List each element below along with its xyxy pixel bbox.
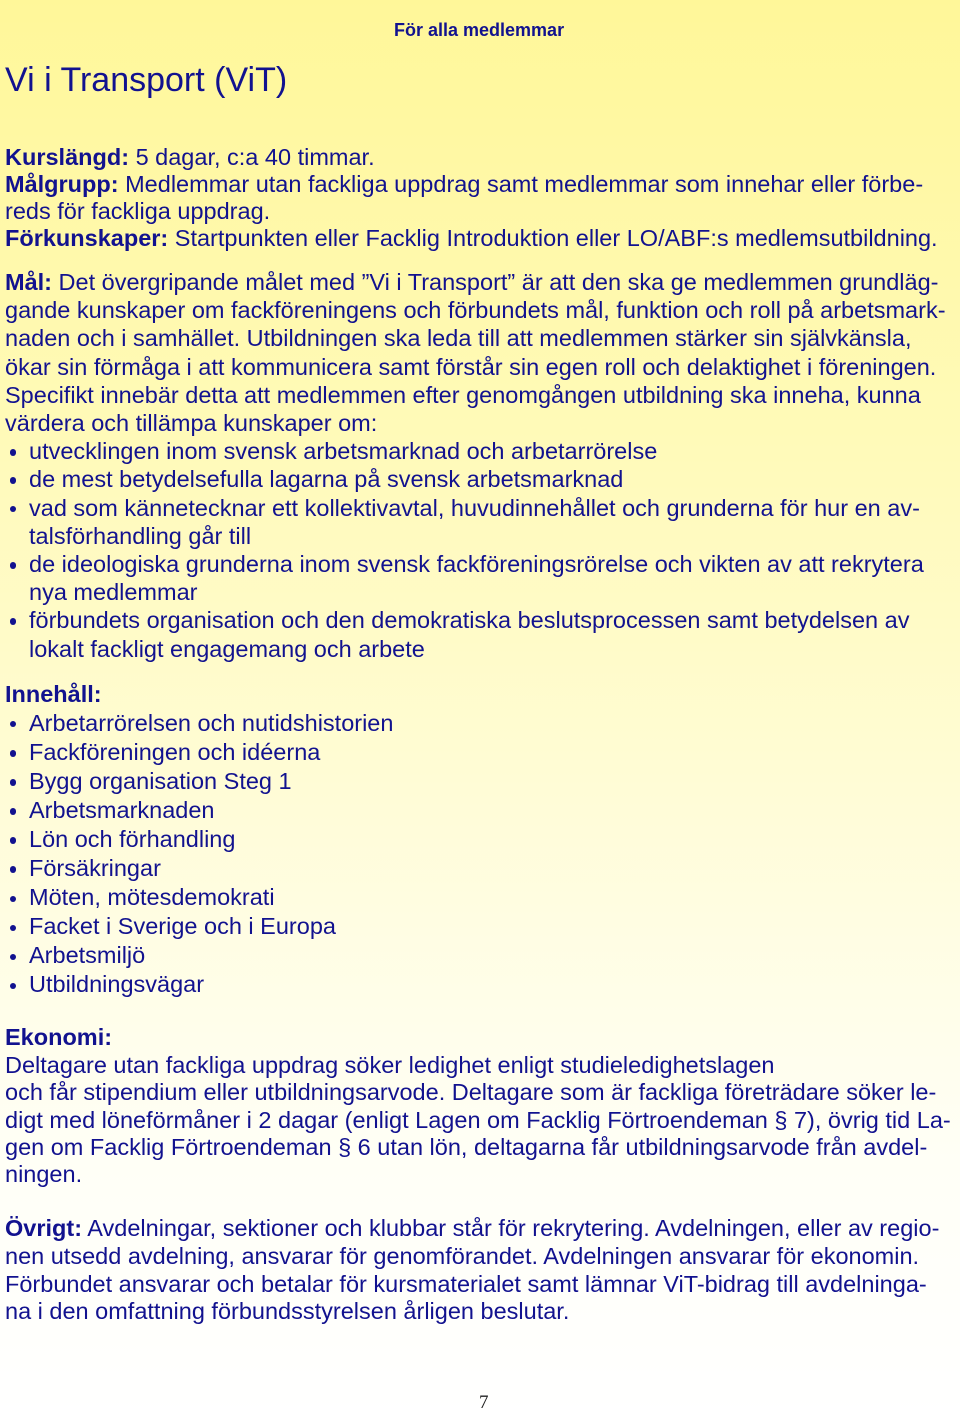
contents-item <box>5 767 393 796</box>
contents-item-text: Arbetsmiljö <box>29 942 146 969</box>
goal-bullet-item <box>5 465 946 493</box>
bullet-icon <box>10 983 17 990</box>
contents-item <box>5 709 393 738</box>
bullet-icon <box>10 866 17 873</box>
goal-bullet-text: de ideologiska grunderna inom svensk fackföreningsrörelse och vikten av att rekrytera <box>29 551 924 578</box>
bullet-icon <box>10 954 17 961</box>
goal-bullet-text-continuation: nya medlemmar <box>29 579 198 606</box>
target-group-label: Målgrupp: <box>5 170 119 197</box>
bullet-icon <box>10 721 17 728</box>
bullet-icon <box>10 925 17 932</box>
prerequisites-line <box>5 225 938 252</box>
bullet-icon <box>10 896 17 903</box>
goal-paragraph-line <box>5 268 946 296</box>
target-group-value: Medlemmar utan fackliga uppdrag samt medlemmar som innehar eller förbe- <box>125 170 924 197</box>
contents-item-text: Försäkringar <box>29 855 161 882</box>
bullet-icon <box>10 449 17 456</box>
contents-heading <box>5 680 393 709</box>
goal-text: Det övergripande målet med ”Vi i Transport” är att den ska ge medlemmen grundläg- <box>58 269 939 295</box>
contents-item <box>5 970 393 999</box>
contents-label: Innehåll: <box>5 680 102 707</box>
bullet-icon <box>10 779 17 786</box>
other-label: Övrigt: <box>5 1215 83 1242</box>
economy-line: ningen. <box>5 1161 83 1188</box>
goal-bullet-text: förbundets organisation och den demokratiska beslutsprocessen samt betydelsen av <box>29 607 910 634</box>
goal-paragraph-line: värdera och tillämpa kunskaper om: <box>5 410 378 437</box>
prerequisites-value: Startpunkten eller Facklig Introduktion eller LO/ABF:s medlemsutbildning. <box>174 224 938 251</box>
contents-item <box>5 796 393 825</box>
bullet-icon <box>10 808 17 815</box>
course-length-label: Kurslängd: <box>5 143 130 170</box>
goal-bullet-text-continuation: lokalt fackligt engagemang och arbete <box>29 635 425 662</box>
course-length-value: 5 dagar, c:a 40 timmar. <box>135 143 375 170</box>
goal-bullet-text: vad som kännetecknar ett kollektivavtal, huvudinnehållet och grunderna för hur en av- <box>29 494 920 521</box>
other-section <box>5 1215 939 1326</box>
goal-bullet-item <box>5 494 946 550</box>
contents-item <box>5 825 393 854</box>
bullet-icon <box>10 750 17 757</box>
goal-label: Mål: <box>5 269 52 295</box>
contents-item-text: Möten, mötesdemokrati <box>29 884 275 911</box>
goal-paragraph-line: ökar sin förmåga i att kommunicera samt förstår sin egen roll och delaktighet i föreningen. <box>5 353 937 380</box>
goal-bullet-item <box>5 550 946 606</box>
economy-line: Deltagare utan fackliga uppdrag söker ledighet enligt studieledighetslagen <box>5 1051 775 1078</box>
goal-bullet-text: de mest betydelsefulla lagarna på svensk arbetsmarknad <box>29 466 624 493</box>
prerequisites-label: Förkunskaper: <box>5 224 169 251</box>
goal-bullet-item <box>5 606 946 662</box>
target-group-line <box>5 171 938 198</box>
economy-line: digt med löneförmåner i 2 dagar (enligt Lagen om Facklig Förtroendeman § 7), övrig tid La- <box>5 1106 951 1133</box>
economy-line: gen om Facklig Förtroendeman § 6 utan lön, deltagarna får utbildningsarvode från avdel- <box>5 1133 928 1160</box>
contents-item <box>5 941 393 970</box>
other-line: na i den omfattning förbundsstyrelsen årligen beslutar. <box>5 1298 570 1325</box>
target-group-continuation: reds för fackliga uppdrag. <box>5 197 271 224</box>
contents-item-text: Facket i Sverige och i Europa <box>29 913 336 940</box>
bullet-icon <box>10 477 17 484</box>
contents-item-text: Bygg organisation Steg 1 <box>29 767 292 794</box>
bullet-icon <box>10 506 17 513</box>
contents-item-text: Arbetsmarknaden <box>29 796 215 823</box>
audience-label: För alla medlemmar <box>394 20 565 40</box>
goal-paragraph-line: gande kunskaper om fackföreningens och förbundets mål, funktion och roll på arbetsmark- <box>5 297 946 324</box>
other-line: Förbundet ansvarar och betalar för kursmaterialet samt lämnar ViT-bidrag till avdelninga- <box>5 1270 927 1297</box>
bullet-icon <box>10 562 17 569</box>
contents-item <box>5 912 393 941</box>
course-length-line <box>5 144 938 171</box>
goal-bullet-item <box>5 437 946 465</box>
economy-heading <box>5 1024 951 1051</box>
course-title: Vi i Transport (ViT) <box>5 61 288 99</box>
contents-item-text: Lön och förhandling <box>29 825 236 852</box>
goal-bullet-text: utvecklingen inom svensk arbetsmarknad och arbetarrörelse <box>29 438 658 465</box>
contents-item-text: Arbetarrörelsen och nutidshistorien <box>29 709 394 736</box>
contents-item <box>5 883 393 912</box>
economy-line: och får stipendium eller utbildningsarvode. Deltagare som är fackliga företrädare söker le- <box>5 1079 937 1106</box>
page-number: 7 <box>479 1392 489 1413</box>
contents-section <box>5 680 393 1000</box>
economy-section <box>5 1024 951 1188</box>
contents-item-text: Fackföreningen och idéerna <box>29 738 321 765</box>
economy-label: Ekonomi: <box>5 1024 113 1051</box>
bullet-icon <box>10 837 17 844</box>
goal-section <box>5 268 946 663</box>
other-text: Avdelningar, sektioner och klubbar står för rekrytering. Avdelningen, eller av regio- <box>87 1215 940 1242</box>
goal-paragraph-line: naden och i samhället. Utbildningen ska leda till att medlemmen stärker sin självkänsla, <box>5 325 912 352</box>
course-facts <box>5 144 938 252</box>
other-line: nen utsedd avdelning, ansvarar för genomförandet. Avdelningen ansvarar för ekonomin. <box>5 1242 920 1269</box>
contents-item <box>5 854 393 883</box>
other-line <box>5 1215 939 1243</box>
goal-bullet-text-continuation: talsförhandling går till <box>29 522 252 549</box>
goal-paragraph-line: Specifikt innebär detta att medlemmen efter genomgången utbildning ska inneha, kunna <box>5 381 921 408</box>
bullet-icon <box>10 618 17 625</box>
contents-item <box>5 738 393 767</box>
contents-item-text: Utbildningsvägar <box>29 971 205 998</box>
